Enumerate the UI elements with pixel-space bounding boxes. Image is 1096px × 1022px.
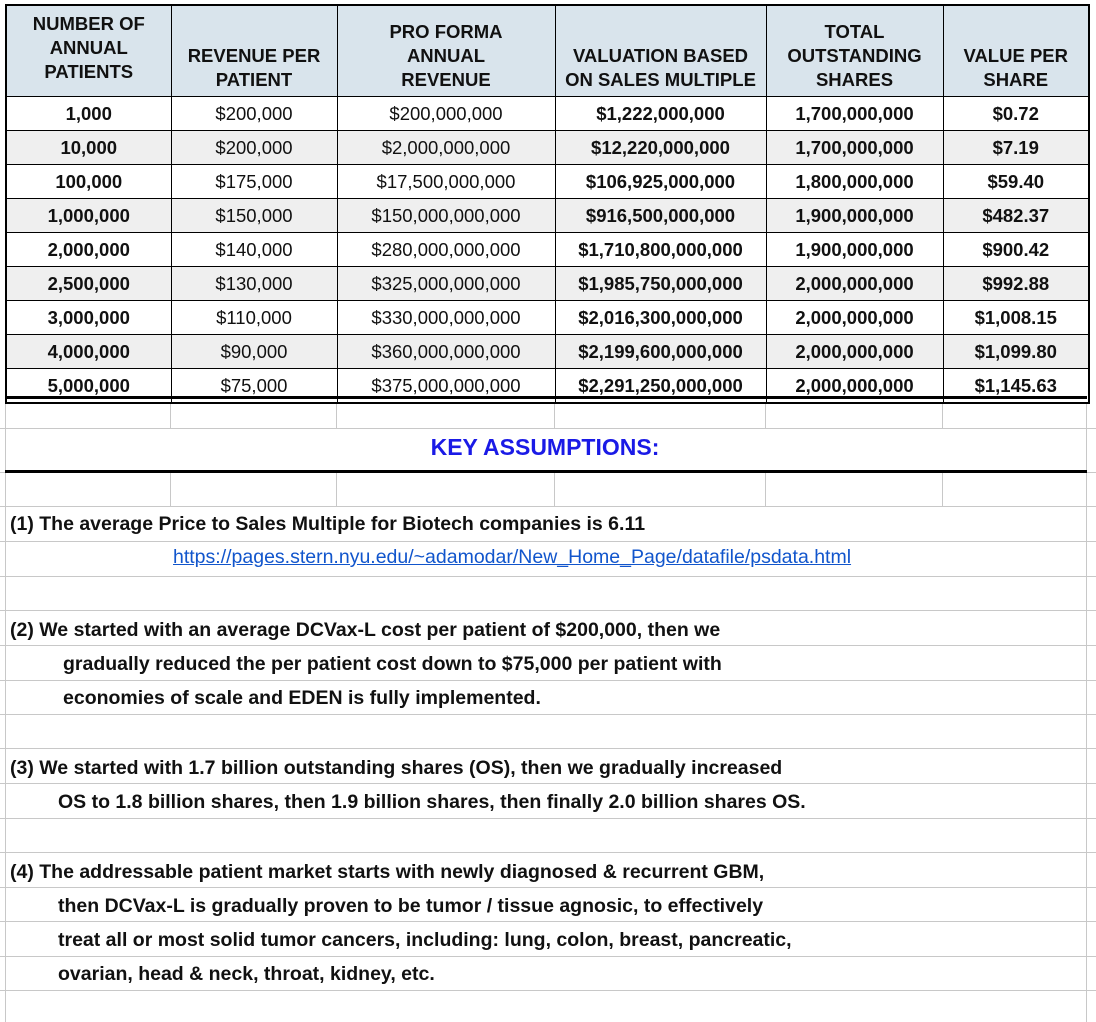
- table-row: [6, 131, 1089, 165]
- cell-patients: 4,000,000: [6, 335, 171, 369]
- cell-annual-revenue: $325,000,000,000: [337, 267, 555, 301]
- valuation-table: [5, 4, 1090, 404]
- cell-patients: 2,000,000: [6, 233, 171, 267]
- assumption-1-line-1: (1) The average Price to Sales Multiple for Biotech companies is 6.11: [10, 513, 646, 535]
- table-row: [6, 301, 1089, 335]
- cell-valuation: $12,220,000,000: [555, 131, 766, 165]
- assumption-2-line-3: economies of scale and EDEN is fully implemented.: [63, 687, 541, 709]
- cell-value-per-share: $992.88: [943, 267, 1089, 301]
- cell-revenue-per-patient: $200,000: [171, 131, 337, 165]
- assumption-4-line-2: then DCVax-L is gradually proven to be tumor / tissue agnosic, to effectively: [58, 895, 764, 917]
- cell-annual-revenue: $375,000,000,000: [337, 369, 555, 404]
- cell-valuation: $2,016,300,000,000: [555, 301, 766, 335]
- assumption-3-line-2: OS to 1.8 billion shares, then 1.9 billion shares, then finally 2.0 billion shares OS.: [58, 791, 806, 813]
- cell-value-per-share: $900.42: [943, 233, 1089, 267]
- cell-annual-revenue: $150,000,000,000: [337, 199, 555, 233]
- cell-annual-revenue: $200,000,000: [337, 97, 555, 131]
- cell-outstanding-shares: 2,000,000,000: [766, 335, 943, 369]
- assumption-4-line-1: (4) The addressable patient market starts with newly diagnosed & recurrent GBM,: [10, 861, 765, 883]
- cell-outstanding-shares: 1,900,000,000: [766, 233, 943, 267]
- cell-outstanding-shares: 1,700,000,000: [766, 97, 943, 131]
- cell-valuation: $916,500,000,000: [555, 199, 766, 233]
- cell-revenue-per-patient: $150,000: [171, 199, 337, 233]
- cell-valuation: $106,925,000,000: [555, 165, 766, 199]
- cell-patients: 100,000: [6, 165, 171, 199]
- key-assumptions-title: KEY ASSUMPTIONS:: [430, 434, 660, 460]
- assumption-2-line-1: (2) We started with an average DCVax-L cost per patient of $200,000, then we: [10, 619, 721, 641]
- cell-patients: 5,000,000: [6, 369, 171, 404]
- header-value-per-share: VALUE PER SHARE: [943, 5, 1089, 97]
- cell-value-per-share: $0.72: [943, 97, 1089, 131]
- cell-revenue-per-patient: $130,000: [171, 267, 337, 301]
- cell-outstanding-shares: 2,000,000,000: [766, 301, 943, 335]
- cell-valuation: $1,985,750,000,000: [555, 267, 766, 301]
- cell-outstanding-shares: 1,800,000,000: [766, 165, 943, 199]
- assumption-2-line-2: gradually reduced the per patient cost down to $75,000 per patient with: [63, 653, 722, 675]
- cell-patients: 2,500,000: [6, 267, 171, 301]
- cell-outstanding-shares: 2,000,000,000: [766, 369, 943, 404]
- cell-valuation: $2,199,600,000,000: [555, 335, 766, 369]
- cell-outstanding-shares: 1,700,000,000: [766, 131, 943, 165]
- cell-outstanding-shares: 1,900,000,000: [766, 199, 943, 233]
- cell-annual-revenue: $280,000,000,000: [337, 233, 555, 267]
- psdata-source-link[interactable]: https://pages.stern.nyu.edu/~adamodar/New_Home_Page/datafile/psdata.html: [173, 546, 852, 568]
- table-row: [6, 97, 1089, 131]
- table-row: [6, 233, 1089, 267]
- cell-revenue-per-patient: $75,000: [171, 369, 337, 404]
- cell-revenue-per-patient: $175,000: [171, 165, 337, 199]
- cell-revenue-per-patient: $200,000: [171, 97, 337, 131]
- cell-patients: 1,000: [6, 97, 171, 131]
- cell-patients: 3,000,000: [6, 301, 171, 335]
- cell-annual-revenue: $2,000,000,000: [337, 131, 555, 165]
- table-row: [6, 335, 1089, 369]
- header-row: [6, 5, 1089, 97]
- cell-outstanding-shares: 2,000,000,000: [766, 267, 943, 301]
- assumption-1: [10, 507, 645, 541]
- assumption-4-line-4: ovarian, head & neck, throat, kidney, etc.: [58, 963, 435, 985]
- assumption-3-line-1: (3) We started with 1.7 billion outstanding shares (OS), then we gradually increased: [10, 757, 783, 779]
- header-revenue-per-patient: REVENUE PER PATIENT: [171, 5, 337, 97]
- assumption-4: [10, 855, 792, 991]
- cell-patients: 1,000,000: [6, 199, 171, 233]
- cell-annual-revenue: $17,500,000,000: [337, 165, 555, 199]
- cell-revenue-per-patient: $90,000: [171, 335, 337, 369]
- cell-value-per-share: $7.19: [943, 131, 1089, 165]
- table-row: [6, 267, 1089, 301]
- cell-value-per-share: $59.40: [943, 165, 1089, 199]
- table-bottom-rule: [5, 396, 1087, 399]
- header-pro-forma-revenue: PRO FORMA ANNUAL REVENUE: [337, 5, 555, 97]
- assumptions-divider: [5, 470, 1087, 473]
- cell-value-per-share: $1,099.80: [943, 335, 1089, 369]
- cell-annual-revenue: $360,000,000,000: [337, 335, 555, 369]
- cell-annual-revenue: $330,000,000,000: [337, 301, 555, 335]
- table-row: [6, 199, 1089, 233]
- cell-value-per-share: $1,008.15: [943, 301, 1089, 335]
- cell-revenue-per-patient: $140,000: [171, 233, 337, 267]
- header-annual-patients: NUMBER OF ANNUAL PATIENTS: [6, 5, 171, 97]
- cell-value-per-share: $482.37: [943, 199, 1089, 233]
- cell-valuation: $1,222,000,000: [555, 97, 766, 131]
- header-valuation: VALUATION BASED ON SALES MULTIPLE: [555, 5, 766, 97]
- cell-revenue-per-patient: $110,000: [171, 301, 337, 335]
- table-row: [6, 165, 1089, 199]
- assumption-2: [10, 613, 722, 715]
- cell-valuation: $1,710,800,000,000: [555, 233, 766, 267]
- cell-valuation: $2,291,250,000,000: [555, 369, 766, 404]
- assumption-4-line-3: treat all or most solid tumor cancers, including: lung, colon, breast, pancreatic,: [58, 929, 792, 951]
- cell-value-per-share: $1,145.63: [943, 369, 1089, 404]
- assumption-3: [10, 751, 806, 819]
- header-outstanding-shares: TOTAL OUTSTANDING SHARES: [766, 5, 943, 97]
- cell-patients: 10,000: [6, 131, 171, 165]
